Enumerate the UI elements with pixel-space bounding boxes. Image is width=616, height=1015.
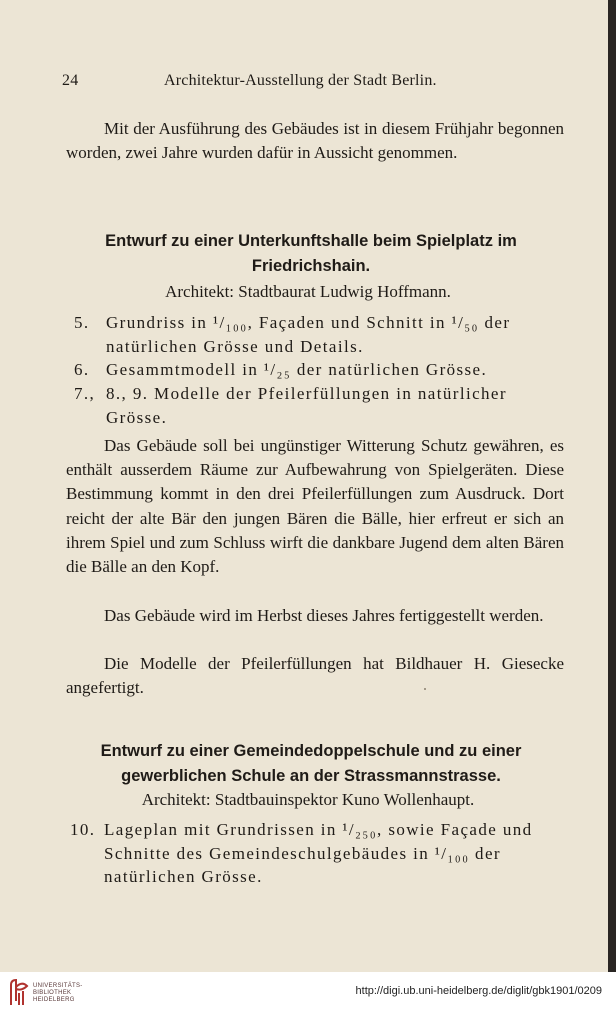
source-url-link[interactable]: http://digi.ub.uni-heidelberg.de/diglit/gbk1901/0209 — [355, 985, 602, 997]
library-name[interactable]: UNIVERSITÄTS- BIBLIOTHEK HEIDELBERG — [33, 983, 83, 1003]
list-item — [74, 382, 566, 429]
section2-architect: Architekt: Stadtbauinspektor Kuno Wollenhaupt. — [141, 790, 475, 809]
section2-heading: Entwurf zu einer Gemeindedoppelschule und zu einer gewerblichen Schule an der Strassmannstrasse. — [100, 742, 522, 785]
section1-architect: Architekt: Stadtbaurat Ludwig Hoffmann. — [165, 282, 451, 301]
section1-heading: Entwurf zu einer Unterkunftshalle beim Spielplatz im Friedrichshain. — [105, 232, 517, 275]
item-text: 8., 9. Modelle der Pfeilerfüllungen in natürlicher Grösse. — [106, 384, 507, 427]
section1-paragraph: Die Modelle der Pfeilerfüllungen hat Bildhauer H. Giesecke angefertigt. — [66, 654, 564, 698]
intro-paragraph: Mit der Ausführung des Gebäudes ist in diesem Frühjahr begonnen worden, zwei Jahre wurden dafür in Aussicht genommen. — [66, 119, 564, 163]
section1-paragraph: Das Gebäude soll bei ungünstiger Witterung Schutz gewähren, es enthält ausserdem Räume zur Aufbewahrung von Spielgeräten. Diese Bestimmung kommt in den drei Pfeilerfüllungen zum Ausdruck. Dort reicht der alte Bär den jungen Bären die Bälle, hier erfreut er sich an ihrem Spiel und zum Schluss wirft die dankbare Jugend dem alten Bären die Bälle an den Kopf. — [66, 436, 564, 577]
item-number: 6. — [74, 360, 90, 379]
list-item — [70, 818, 566, 889]
list-item — [74, 311, 566, 358]
scan-edge — [608, 0, 616, 972]
item-number: 5. — [74, 313, 90, 332]
item-text: Lageplan mit Grundrissen in ¹/₂₅₀, sowie Façade und Schnitte des Gemeindeschulgebäudes in ¹/₁₀₀ der natürlichen Grösse. — [104, 820, 533, 886]
item-text: Gesammtmodell in ¹/₂₅ der natürlichen Grösse. — [106, 360, 488, 379]
library-logo-icon[interactable] — [8, 977, 30, 1007]
section1-paragraph: Das Gebäude wird im Herbst dieses Jahres fertiggestellt werden. — [104, 606, 544, 625]
item-text: Grundriss in ¹/₁₀₀, Façaden und Schnitt in ¹/₅₀ der natürlichen Grösse und Details. — [106, 313, 511, 356]
item-number: 10. — [70, 820, 96, 839]
page-number: 24 — [62, 72, 79, 89]
list-item — [74, 358, 566, 382]
print-speck — [424, 688, 426, 690]
item-number: 7., — [74, 384, 96, 403]
running-title: Architektur-Ausstellung der Stadt Berlin. — [164, 72, 437, 89]
